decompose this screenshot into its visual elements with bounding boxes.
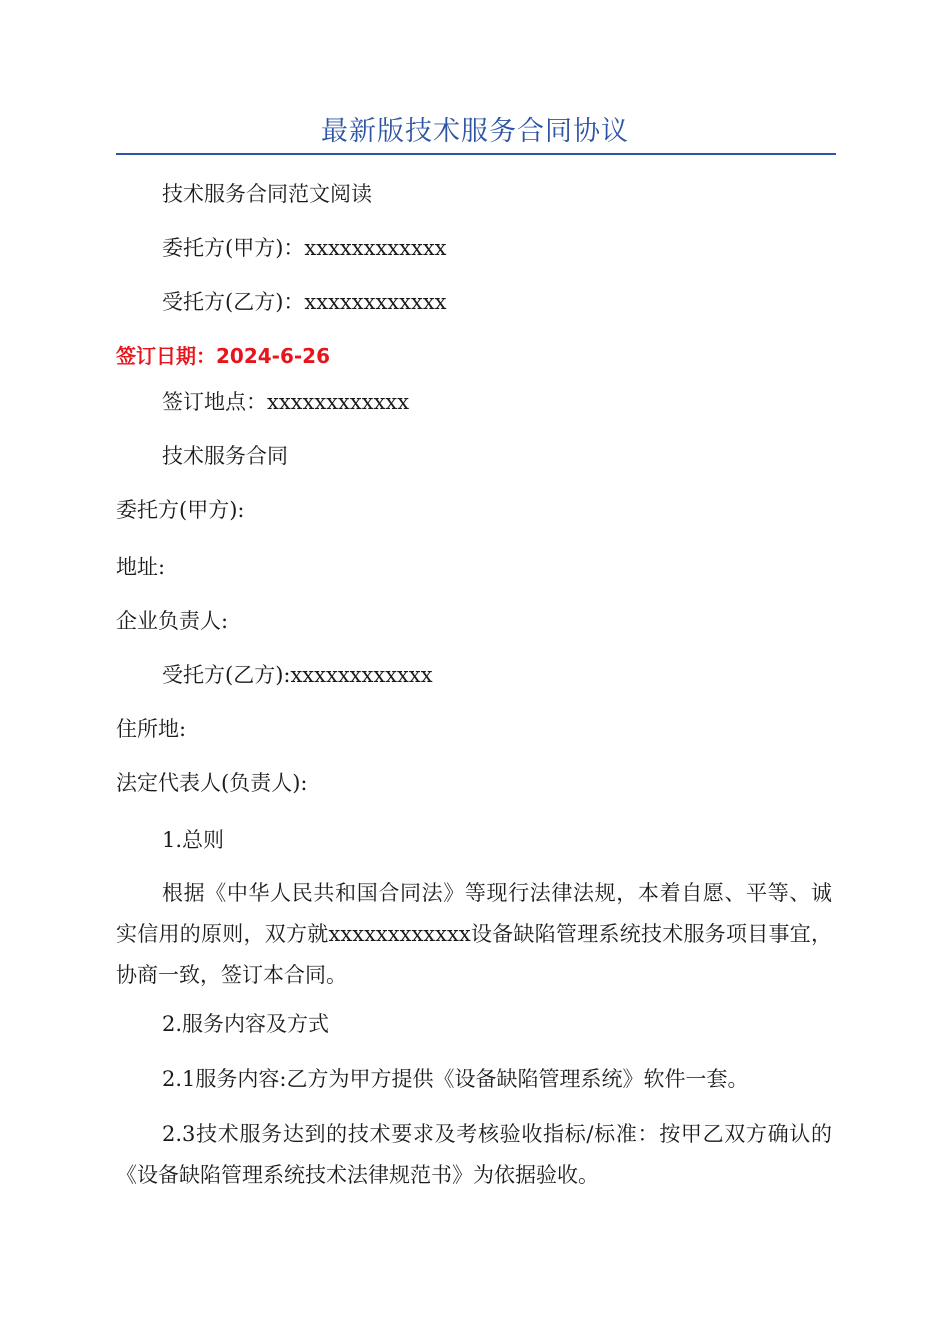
- address-label: 地址:: [116, 555, 166, 579]
- title-underline: [116, 153, 836, 155]
- section-service-content: 2.服务内容及方式: [162, 1012, 330, 1036]
- signing-place-line: 签订地点：xxxxxxxxxxxx: [162, 390, 410, 414]
- subtitle-line: 技术服务合同范文阅读: [162, 182, 372, 206]
- legal-rep-label: 法定代表人(负责人):: [116, 771, 308, 795]
- clause-2-1: 2.1服务内容:乙方为甲方提供《设备缺陷管理系统》软件一套。: [162, 1067, 749, 1091]
- enterprise-head-label: 企业负责人:: [116, 609, 229, 633]
- client-label: 委托方(甲方):: [116, 498, 245, 522]
- client-party-line: 委托方(甲方)：xxxxxxxxxxxx: [162, 236, 447, 260]
- document-title: 最新版技术服务合同协议: [321, 116, 629, 147]
- contractor-label: 受托方(乙方):xxxxxxxxxxxx: [162, 663, 433, 687]
- clause-2-3: 2.3技术服务达到的技术要求及考核验收指标/标准：按甲乙双方确认的《设备缺陷管理系统技术法律规范书》为依据验收。: [116, 1122, 832, 1187]
- contract-heading: 技术服务合同: [162, 444, 288, 468]
- contractor-party-line: 受托方(乙方)：xxxxxxxxxxxx: [162, 290, 447, 314]
- section-general: 1.总则: [162, 828, 225, 852]
- signing-date: 签订日期：2024-6-26: [116, 344, 331, 368]
- residence-label: 住所地:: [116, 717, 187, 741]
- general-paragraph: 根据《中华人民共和国合同法》等现行法律法规，本着自愿、平等、诚实信用的原则，双方就xxxxxxxxxxxx设备缺陷管理系统技术服务项目事宜，协商一致，签订本合同。: [116, 881, 832, 987]
